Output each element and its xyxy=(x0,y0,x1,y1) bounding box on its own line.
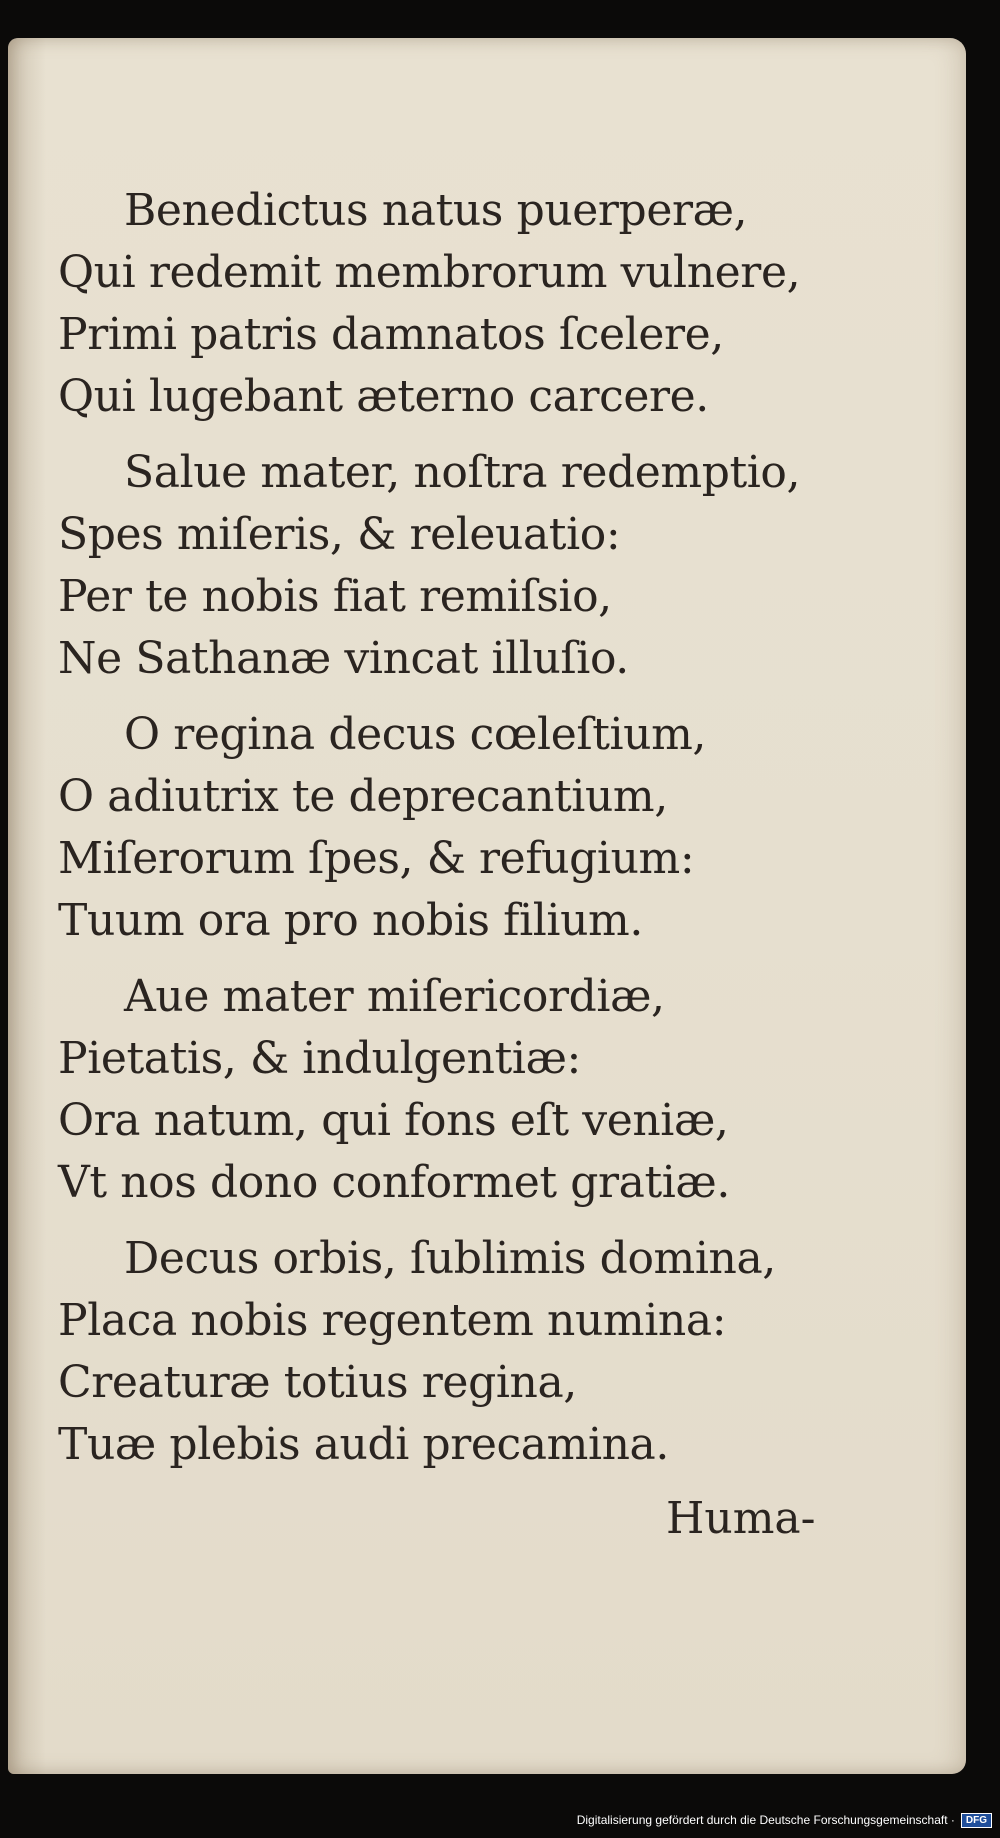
stanza-3 xyxy=(58,704,918,952)
verse-line: Decus orbis, ſublimis domina, xyxy=(124,1233,776,1284)
digitization-footer xyxy=(0,1808,1000,1832)
verse-line: Benedictus natus puerperæ, xyxy=(124,185,748,236)
catchword: Huma- xyxy=(666,1493,816,1544)
verse-line: Placa nobis regentem numina: xyxy=(58,1295,727,1346)
verse-line: Primi patris damnatos ſcelere, xyxy=(58,309,724,360)
verse-line: O adiutrix te deprecantium, xyxy=(58,771,668,822)
verse-line: Tuum ora pro nobis filium. xyxy=(58,895,643,946)
verse-line: Miſerorum ſpes, & refugium: xyxy=(58,833,695,884)
funding-credit: Digitalisierung gefördert durch die Deutsche Forschungsgemeinschaft · xyxy=(576,1813,955,1827)
verse-line: Qui redemit membrorum vulnere, xyxy=(58,247,801,298)
verse-line: Vt nos dono conformet gratiæ. xyxy=(58,1157,730,1208)
dfg-logo: DFG xyxy=(961,1813,992,1828)
verse-line: Aue mater miſericordiæ, xyxy=(124,971,665,1022)
verse-line: Spes miſeris, & releuatio: xyxy=(58,509,621,560)
verse-line: Per te nobis fiat remiſsio, xyxy=(58,571,612,622)
stanza-2 xyxy=(58,442,918,690)
verse-line: Qui lugebant æterno carcere. xyxy=(58,371,709,422)
stanza-5 xyxy=(58,1228,918,1476)
stanza-1 xyxy=(58,180,918,428)
stanza-4 xyxy=(58,966,918,1214)
verse-line: Ne Sathanæ vincat illuſio. xyxy=(58,633,629,684)
poem-text xyxy=(58,180,918,1490)
verse-line: Ora natum, qui fons eſt veniæ, xyxy=(58,1095,729,1146)
verse-line: Pietatis, & indulgentiæ: xyxy=(58,1033,581,1084)
verse-line: Creaturæ totius regina, xyxy=(58,1357,577,1408)
verse-line: Tuæ plebis audi precamina. xyxy=(58,1419,669,1470)
verse-line: Salue mater, noſtra redemptio, xyxy=(124,447,801,498)
verse-line: O regina decus cœleſtium, xyxy=(124,709,707,760)
book-page xyxy=(8,38,966,1774)
